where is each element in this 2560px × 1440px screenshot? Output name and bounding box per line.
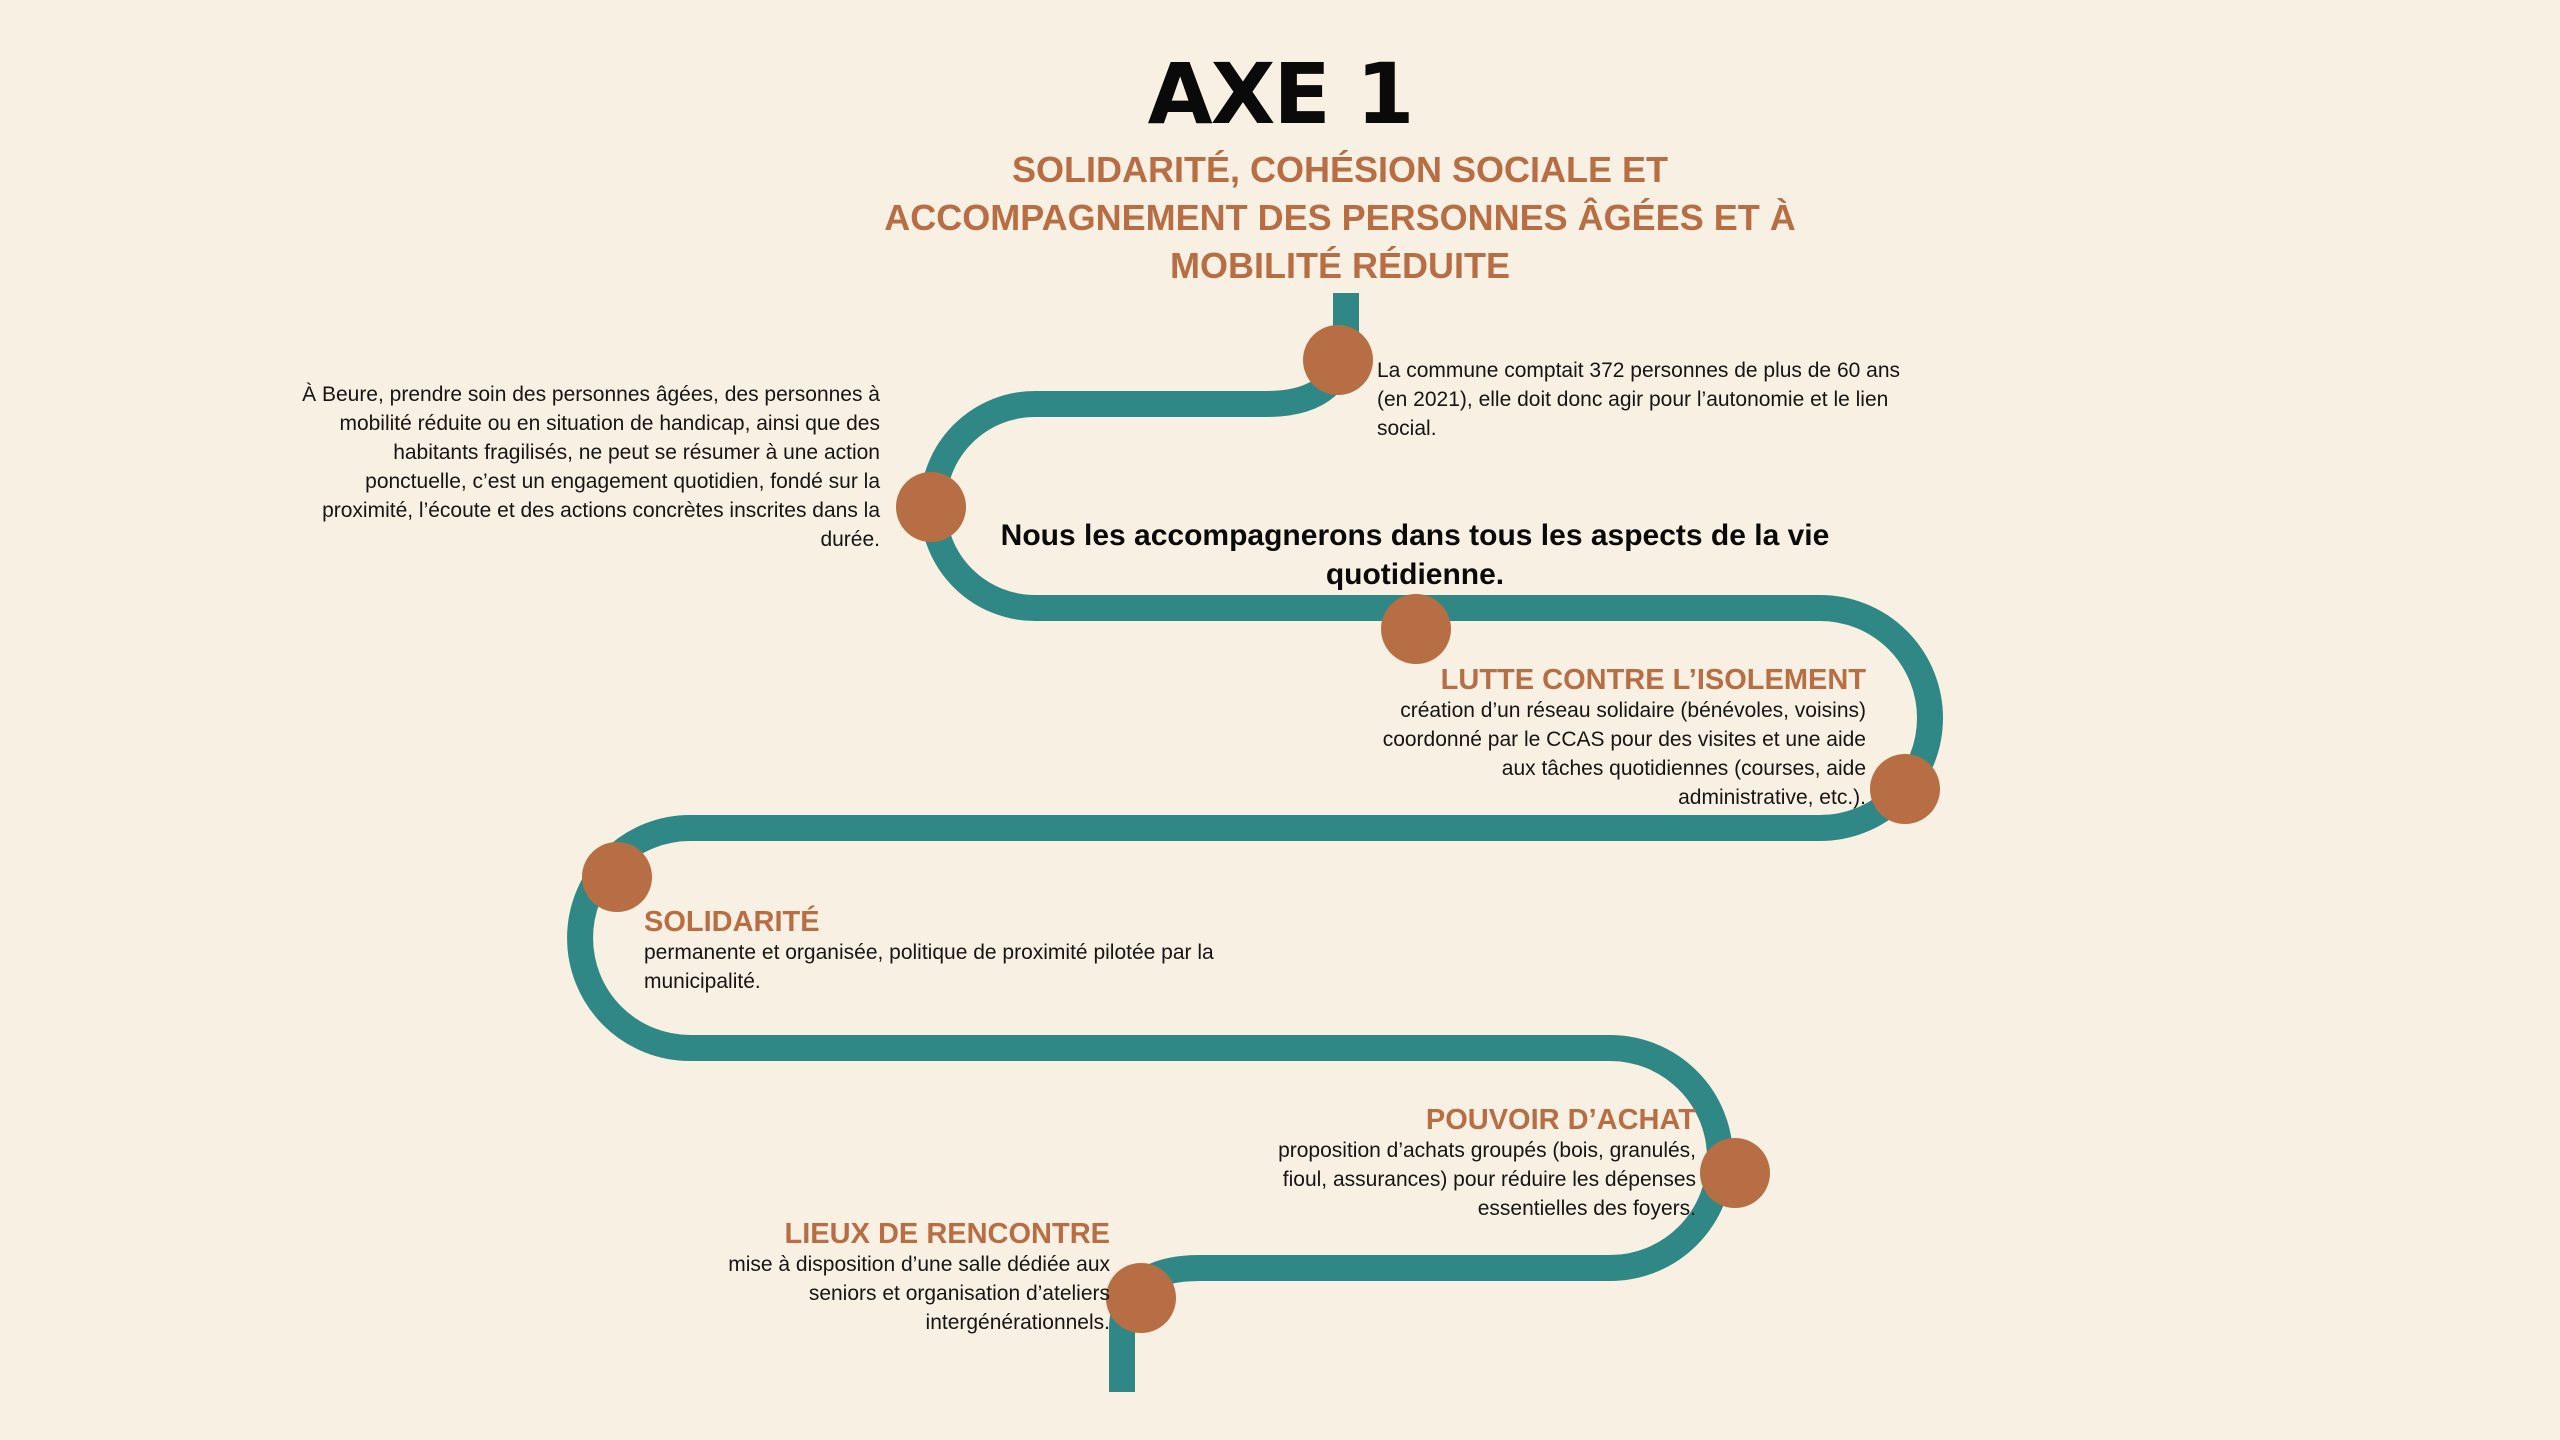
timeline-dot-4 — [1870, 754, 1940, 824]
timeline-dot-2 — [896, 472, 966, 542]
item-solidarity-heading: SOLIDARITÉ — [644, 906, 820, 938]
page-subtitle: SOLIDARITÉ, COHÉSION SOCIALE ET ACCOMPAGNEMENT DES PERSONNES ÂGÉES ET À MOBILITÉ RÉDUITE — [884, 149, 1796, 286]
timeline-dot-5 — [582, 842, 652, 912]
item-solidarity — [644, 906, 1230, 996]
item-purchasing-power — [1270, 1104, 1696, 1223]
item-meeting-places-text: mise à disposition d’une salle dédiée aux seniors et organisation d’ateliers intergénérationnels. — [728, 1253, 1110, 1334]
item-isolation — [1380, 664, 1866, 812]
stat-text: La commune comptait 372 personnes de plus de 60 ans (en 2021), elle doit donc agir pour l’autonomie et le lien social. — [1377, 359, 1901, 440]
item-purchasing-power-text: proposition d’achats groupés (bois, granulés, fioul, assurances) pour réduire les dépenses essentielles des foyers. — [1278, 1139, 1696, 1220]
timeline-dot-6 — [1700, 1138, 1770, 1208]
timeline-dot-1 — [1303, 325, 1373, 395]
commitment-text: À Beure, prendre soin des personnes âgées, des personnes à mobilité réduite ou en situation de handicap, ainsi que des habitants fragilisés, ne peut se résumer à une action ponctuelle, c’est un engagement quotidien, fondé sur la proximité, l’écoute et des actions concrètes inscrites dans la durée. — [302, 383, 880, 551]
page-title: AXE 1 — [1147, 45, 1413, 143]
item-meeting-places — [700, 1218, 1110, 1337]
item-solidarity-text: permanente et organisée, politique de proximité pilotée par la municipalité. — [644, 941, 1214, 993]
tagline: Nous les accompagnerons dans tous les aspects de la vie quotidienne. — [1000, 519, 1830, 591]
item-meeting-places-heading: LIEUX DE RENCONTRE — [784, 1218, 1110, 1250]
item-isolation-heading: LUTTE CONTRE L’ISOLEMENT — [1440, 664, 1866, 696]
timeline-dot-3 — [1381, 594, 1451, 664]
timeline-dot-7 — [1106, 1263, 1176, 1333]
item-purchasing-power-heading: POUVOIR D’ACHAT — [1425, 1104, 1696, 1136]
item-isolation-text: création d’un réseau solidaire (bénévoles, voisins) coordonné par le CCAS pour des visites et une aide aux tâches quotidiennes (courses, aide administrative, etc.). — [1382, 699, 1866, 809]
